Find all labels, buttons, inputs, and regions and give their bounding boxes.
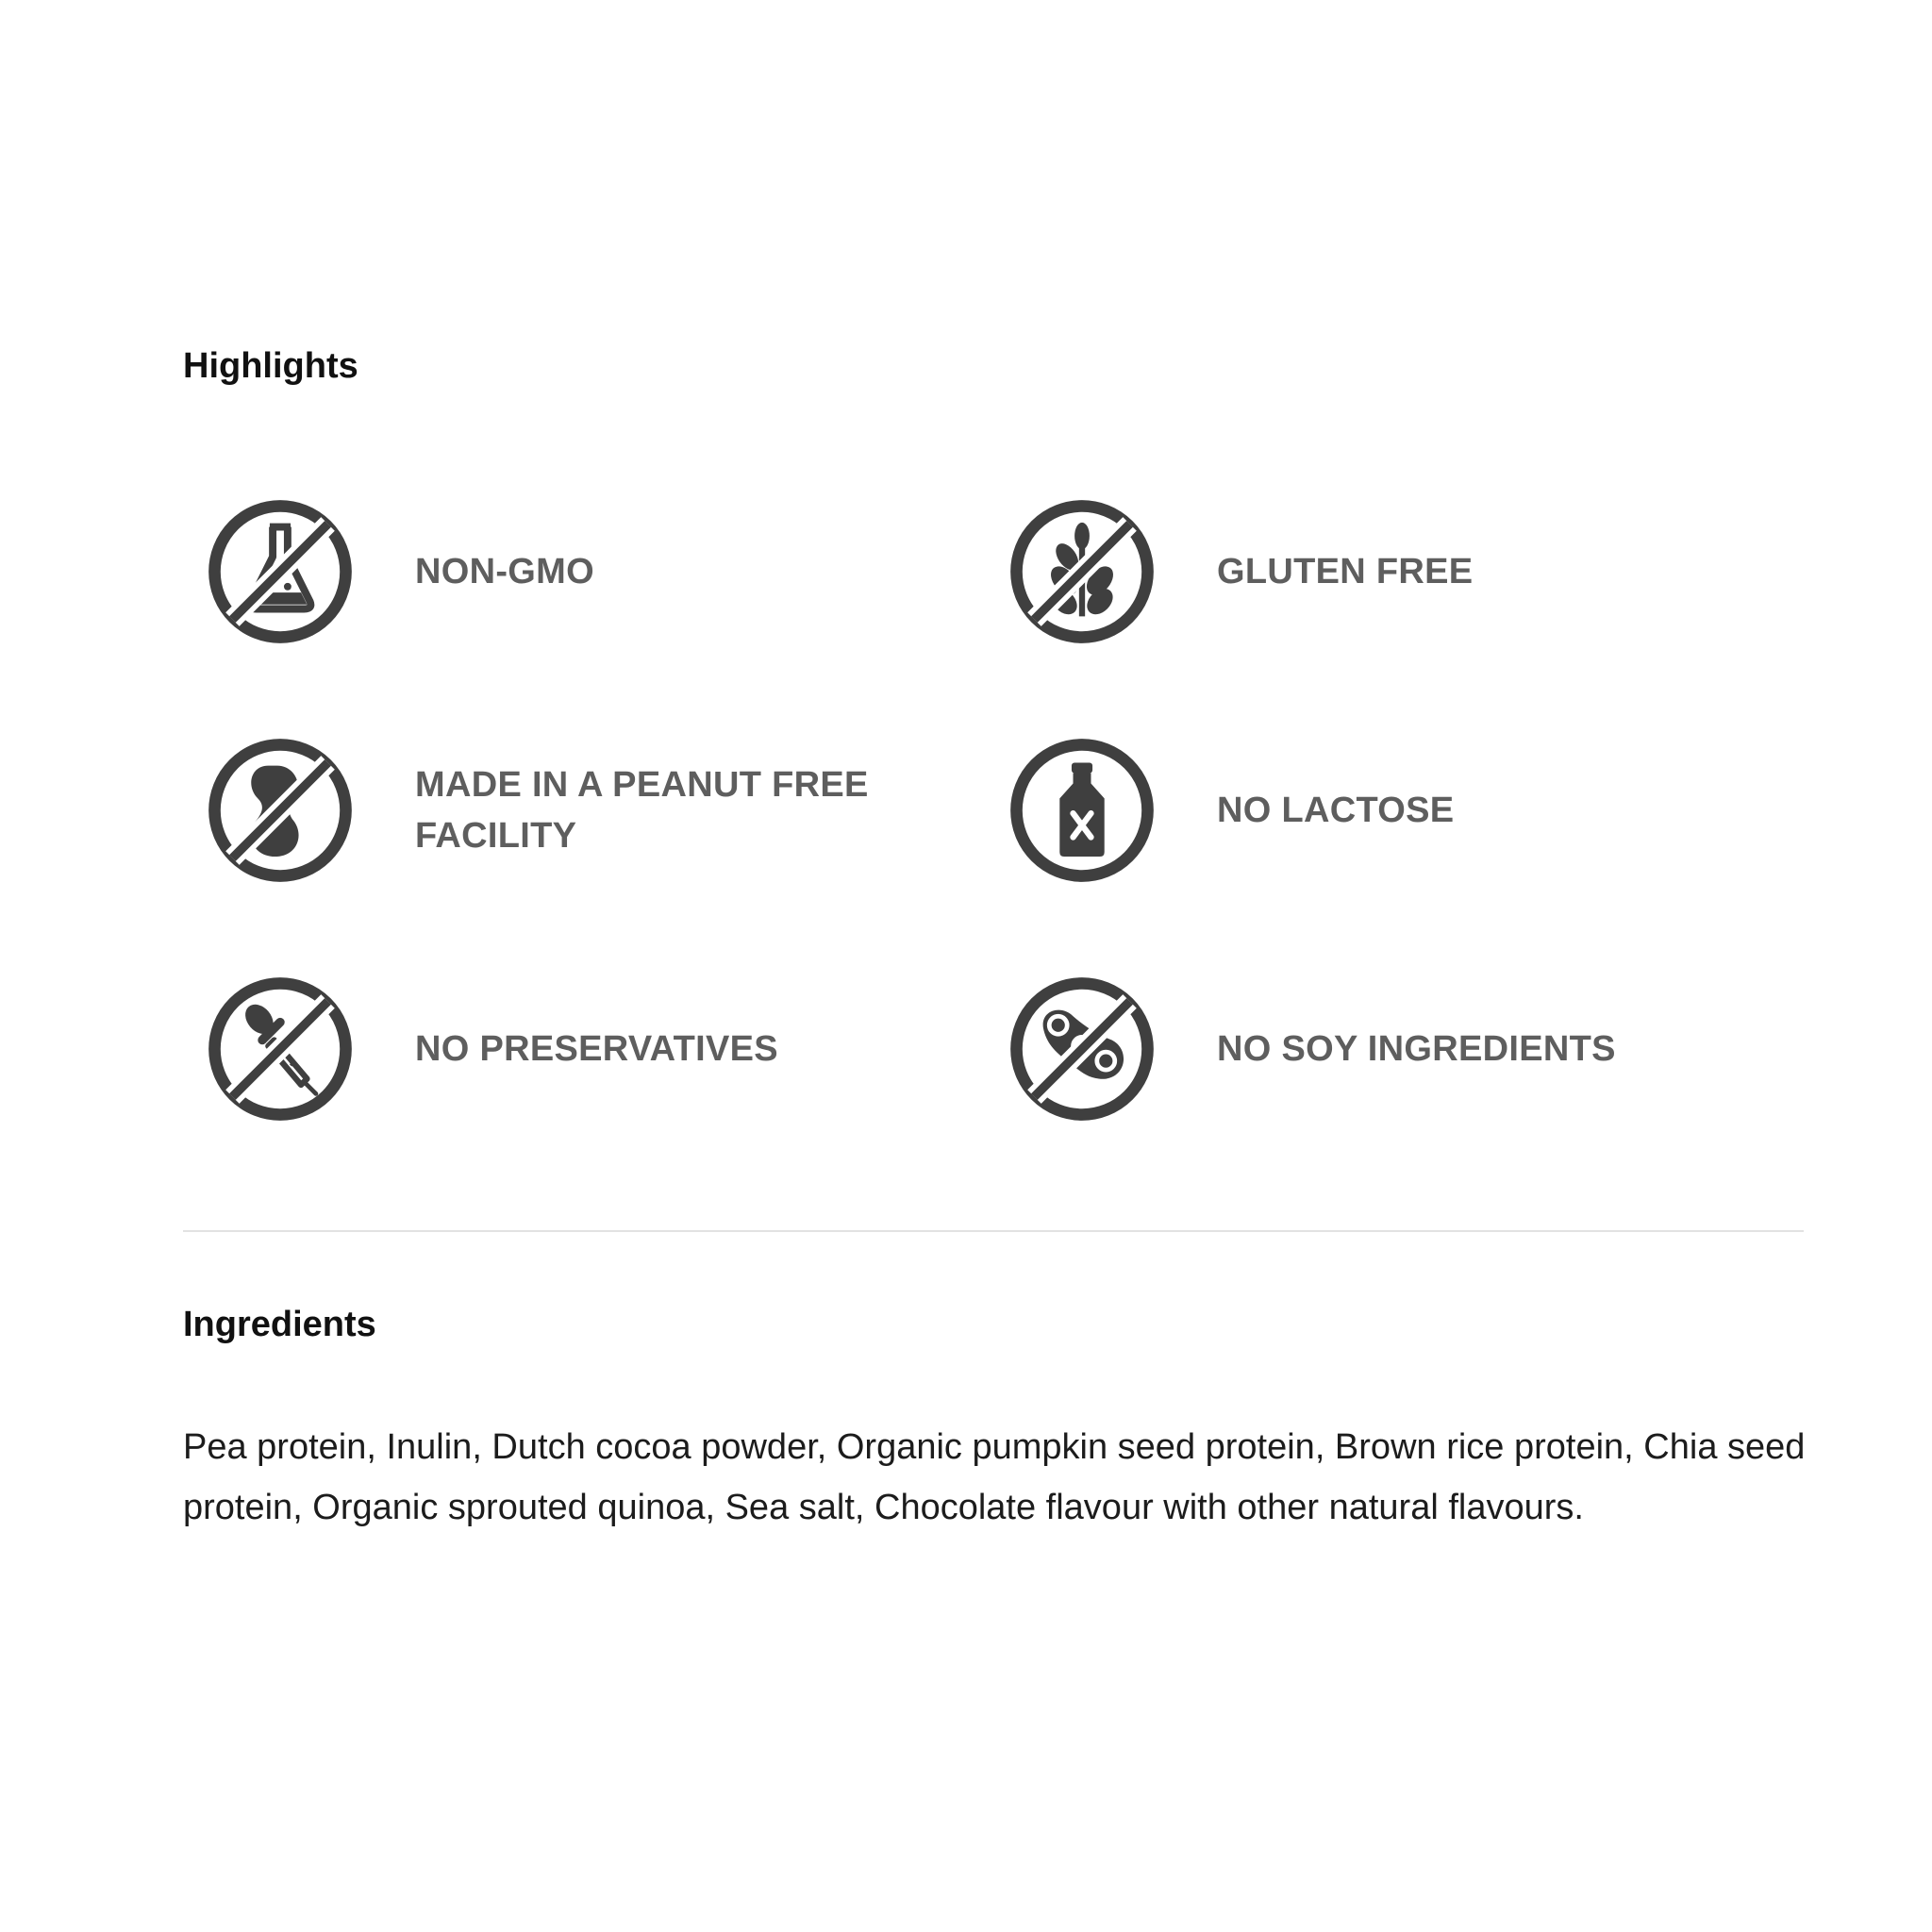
highlight-label: NON-GMO (415, 552, 594, 591)
no-gmo-flask-icon (206, 497, 355, 646)
highlight-label: NO SOY INGREDIENTS (1217, 1029, 1616, 1069)
highlight-label: GLUTEN FREE (1217, 552, 1474, 591)
no-soy-bean-pod-icon (1008, 974, 1157, 1124)
highlight-label: NO PRESERVATIVES (415, 1029, 778, 1069)
no-gluten-wheat-icon (1008, 497, 1157, 646)
ingredients-heading: Ingredients (183, 1305, 376, 1344)
highlight-item-non-gmo (206, 497, 979, 646)
no-lactose-milk-bottle-icon (1008, 736, 1157, 885)
highlight-label: MADE IN A PEANUT FREE FACILITY (415, 765, 869, 856)
section-divider (183, 1230, 1804, 1232)
no-preservatives-dropper-icon (206, 974, 355, 1124)
no-peanut-icon (206, 736, 355, 885)
highlight-item-no-soy (1008, 974, 1781, 1124)
ingredients-text: Pea protein, Inulin, Dutch cocoa powder, Organic pumpkin seed protein, Brown rice protein, Chia seed protein, Organic sprouted quinoa, Sea salt, Chocolate flavour with other natural flavours. (183, 1427, 1806, 1527)
highlight-item-no-lactose (1008, 736, 1781, 885)
highlights-heading: Highlights (183, 346, 358, 386)
highlight-item-peanut-free (206, 736, 979, 885)
highlight-label: NO LACTOSE (1217, 791, 1455, 830)
highlight-item-gluten-free (1008, 497, 1781, 646)
highlight-item-no-preservatives (206, 974, 979, 1124)
